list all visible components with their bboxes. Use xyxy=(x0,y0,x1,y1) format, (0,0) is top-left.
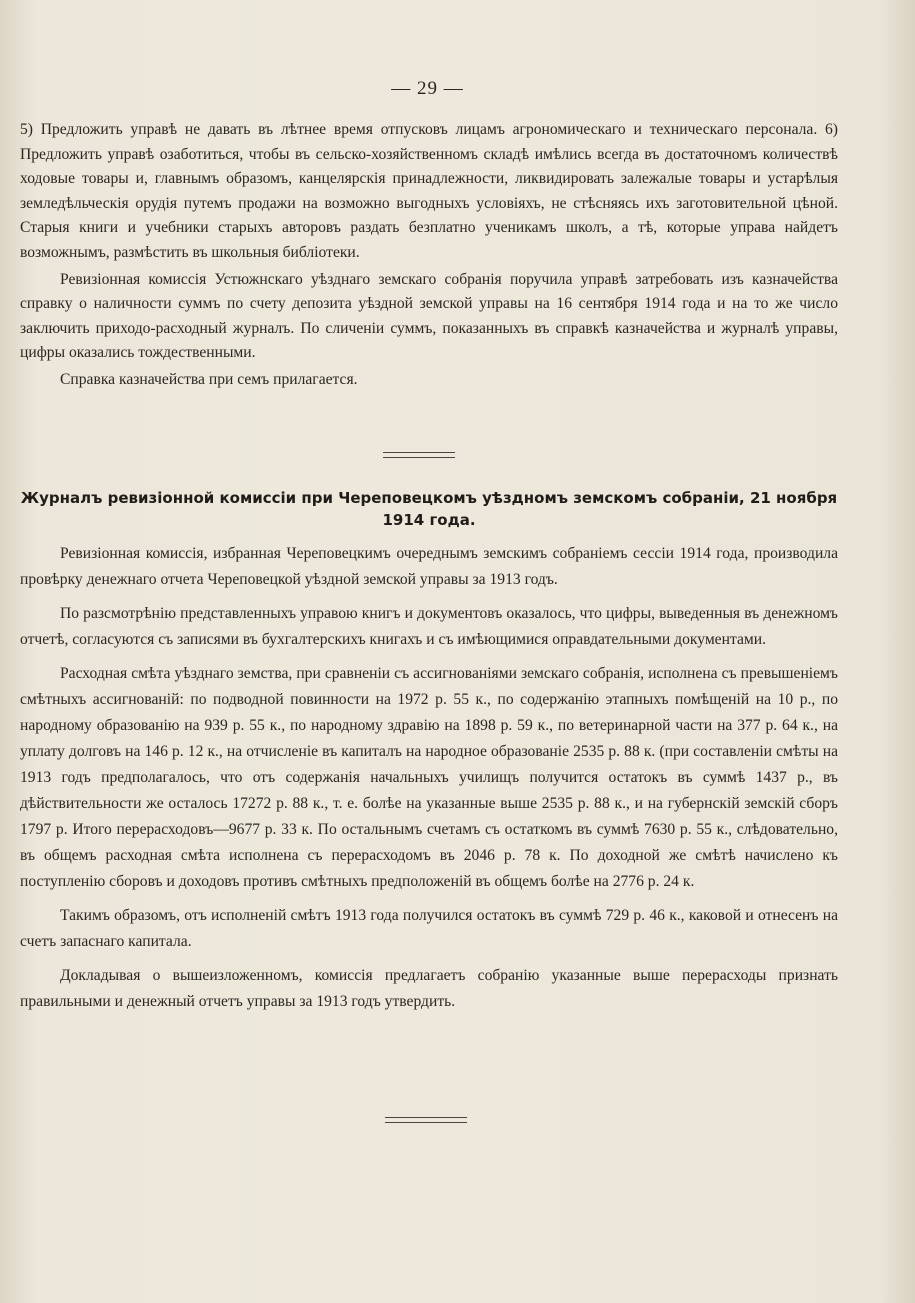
paragraph: Ревизіонная комиссія Устюжнскаго уѣзднаго земскаго собранія поручила управѣ затребовать изъ казначейства справку о наличности суммъ по счету депозита уѣздной земской управы на 16 сентября 1914 года и на то же число заключить приходо-расходный журналъ. По сличеніи суммъ, показанныхъ въ справкѣ казначейства и журналѣ управы, цифры оказались тождественными. xyxy=(20,270,838,362)
journal-text-block xyxy=(20,541,838,1023)
paragraph: Ревизіонная комиссія, избранная Череповецкимъ очереднымъ земскимъ собраніемъ сессіи 1914 года, производила провѣрку денежнаго отчета Череповецкой уѣздной земской управы за 1913 годъ. xyxy=(20,545,838,588)
paragraph: Такимъ образомъ, отъ исполненій смѣтъ 1913 года получился остатокъ въ суммѣ 729 р. 46 к., каковой и отнесенъ на счетъ запаснаго капитала. xyxy=(20,907,838,950)
top-text-block xyxy=(20,118,838,395)
page-number: — 29 — xyxy=(391,78,464,99)
paragraph: 5) Предложить управѣ не давать въ лѣтнее время отпусковъ лицамъ агрономическаго и техническаго персонала. 6) Предложить управѣ озаботиться, чтобы въ сельско-хозяйственномъ складѣ имѣлись всегда въ достаточномъ количествѣ ходовые товары и, главнымъ образомъ, канцелярскія принадлежности, ликвидировать залежалые товары и устарѣлыя земледѣльческія орудія путемъ продажи на возможно выгодныхъ условіяхъ, не стѣсняясь ихъ заготовительной цѣной. Старыя книги и учебники старыхъ авторовъ раздать безплатно ученикамъ школъ, а тѣ, которые управа найдетъ возможнымъ, размѣстить въ школьныя библіотеки. xyxy=(20,121,838,261)
section-title: Журналъ ревизіонной комиссіи при Череповецкомъ уѣздномъ земскомъ собраніи, 21 ноября 1914 года. xyxy=(20,489,838,529)
section-divider xyxy=(383,452,455,458)
paragraph: По разсмотрѣнію представленныхъ управою книгъ и документовъ оказалось, что цифры, выведенныя въ денежномъ отчетѣ, согласуются съ записями въ бухгалтерскихъ книгахъ и съ имѣющимися оправдательными документами. xyxy=(20,605,838,648)
paragraph: Справка казначейства при семъ прилагается. xyxy=(60,370,358,388)
end-divider xyxy=(385,1117,467,1123)
paragraph: Докладывая о вышеизложенномъ, комиссія предлагаетъ собранію указанные выше перерасходы признать правильными и денежный отчетъ управы за 1913 годъ утвердить. xyxy=(20,967,838,1010)
paragraph: Расходная смѣта уѣзднаго земства, при сравненіи съ ассигнованіями земскаго собранія, исполнена съ превышеніемъ смѣтныхъ ассигнованій: по подводной повинности на 1972 р. 55 к., по содержанію этапныхъ помѣщеній на 10 р., по народному образованію на 939 р. 55 к., по народному здравію на 1898 р. 59 к., по ветеринарной части на 377 р. 64 к., на уплату долговъ на 146 р. 12 к., на отчисленіе въ капиталъ на народное образованіе 2535 р. 88 к. (при составленіи смѣты на 1913 годъ предполагалось, что отъ содержанія начальныхъ училищъ получится остатокъ въ суммѣ 1437 р., въ дѣйствительности же осталось 17272 р. 88 к., т. е. болѣе на указанные выше 2535 р. 88 к., и на губернскій земскій сборъ 1797 р. Итого перерасходовъ—9677 р. 33 к. По остальнымъ счетамъ съ остаткомъ въ суммѣ 7630 р. 55 к., слѣдовательно, въ общемъ расходная смѣта исполнена съ перерасходомъ въ 2046 р. 78 к. По доходной же смѣтѣ начислено къ поступленію сборовъ и доходовъ противъ смѣтныхъ предположеній въ общемъ болѣе на 2776 р. 24 к. xyxy=(20,665,838,890)
